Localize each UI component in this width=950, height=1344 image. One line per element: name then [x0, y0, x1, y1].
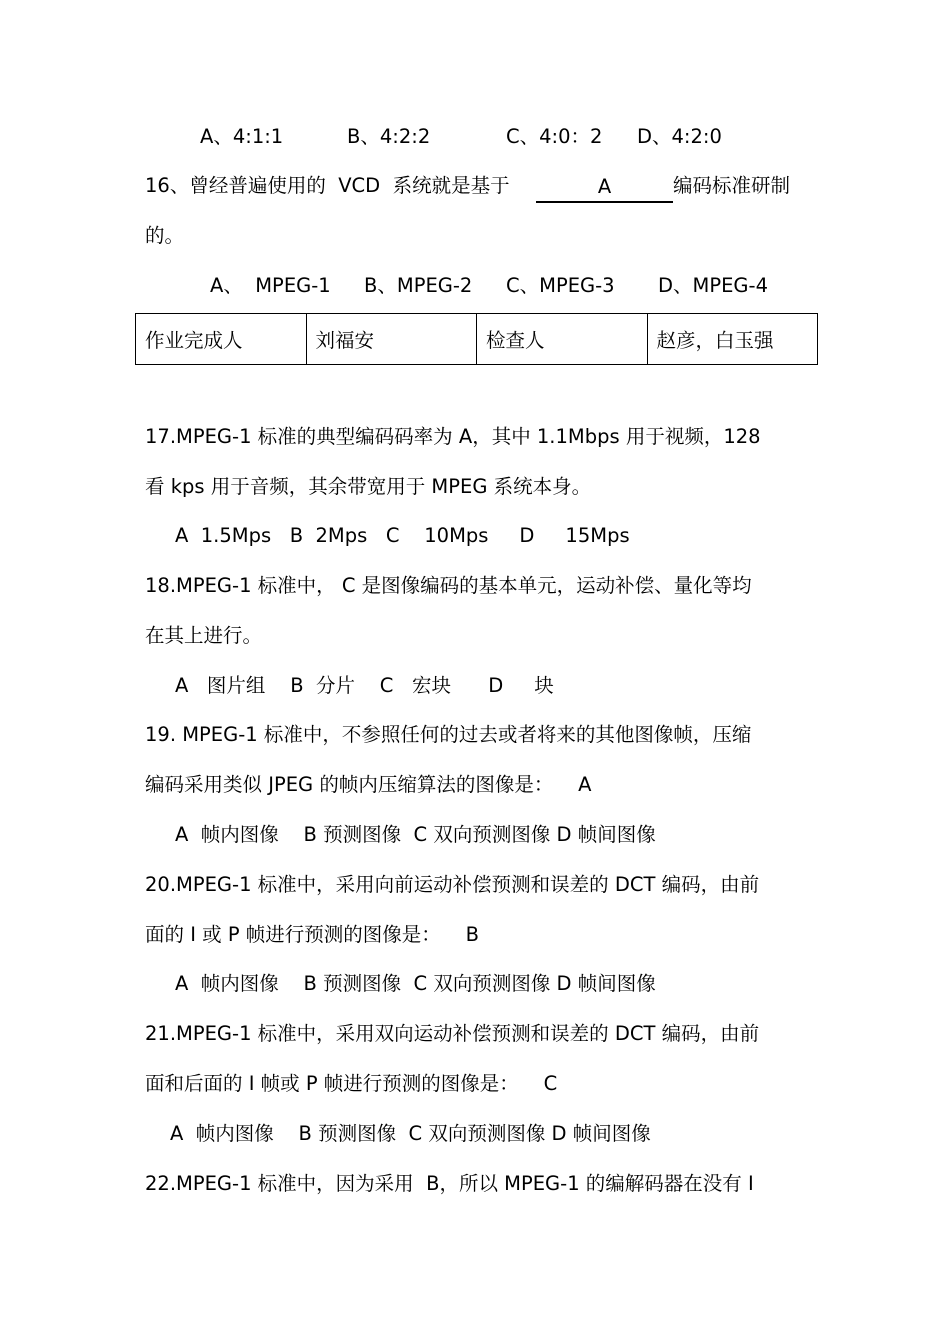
q16-option-d: D、MPEG-4 [658, 274, 768, 297]
q21-text-line1: 21.MPEG-1 标准中，采用双向运动补偿预测和误差的 DCT 编码，由前 [145, 1022, 760, 1045]
signature-table [135, 313, 818, 365]
q19-options: A 帧内图像 B 预测图像 C 双向预测图像 D 帧间图像 [175, 823, 656, 846]
q18-text-line1: 18.MPEG-1 标准中， C 是图像编码的基本单元，运动补偿、量化等均 [145, 574, 752, 597]
q19-text-line1: 19. MPEG-1 标准中，不参照任何的过去或者将来的其他图像帧，压缩 [145, 723, 752, 746]
q21-options: A 帧内图像 B 预测图像 C 双向预测图像 D 帧间图像 [170, 1122, 651, 1145]
q18-text-line2: 在其上进行。 [145, 624, 263, 647]
q15-option-b: B、4:2:2 [347, 125, 431, 148]
q16-option-c: C、MPEG-3 [506, 274, 615, 297]
completed-by-name: 刘福安 [306, 314, 477, 365]
q15-option-c: C、4:0：2 [506, 125, 603, 148]
q21-text-line2: 面和后面的 I 帧或 P 帧进行预测的图像是： C [145, 1072, 558, 1095]
q22-text-line1: 22.MPEG-1 标准中，因为采用 B，所以 MPEG-1 的编解码器在没有 I [145, 1172, 754, 1195]
checker-label: 检查人 [477, 314, 648, 365]
q16-text: 16、曾经普遍使用的 VCD 系统就是基于 [145, 174, 510, 197]
q16-option-b: B、MPEG-2 [364, 274, 473, 297]
q17-text-line1: 17.MPEG-1 标准的典型编码码率为 A，其中 1.1Mbps 用于视频，128 [145, 425, 761, 448]
q16-option-a: A、 MPEG-1 [210, 274, 331, 297]
completed-by-label: 作业完成人 [136, 314, 307, 365]
q16-text-line2: 的。 [145, 224, 185, 247]
q17-text-line2: 看 kps 用于音频，其余带宽用于 MPEG 系统本身。 [145, 475, 592, 498]
checker-names: 赵彦，白玉强 [647, 314, 818, 365]
q20-text-line1: 20.MPEG-1 标准中，采用向前运动补偿预测和误差的 DCT 编码，由前 [145, 873, 760, 896]
q15-option-d: D、4:2:0 [637, 125, 722, 148]
q17-options: A 1.5Mps B 2Mps C 10Mps D 15Mps [175, 524, 630, 547]
q18-options: A 图片组 B 分片 C 宏块 D 块 [175, 674, 554, 697]
q16-text-after: 编码标准研制 [673, 174, 791, 197]
q16-answer-blank: A [536, 176, 673, 203]
q15-option-a: A、4:1:1 [200, 125, 284, 148]
q20-options: A 帧内图像 B 预测图像 C 双向预测图像 D 帧间图像 [175, 972, 656, 995]
q20-text-line2: 面的 I 或 P 帧进行预测的图像是： B [145, 923, 479, 946]
table-row [136, 314, 818, 365]
q19-text-line2: 编码采用类似 JPEG 的帧内压缩算法的图像是： A [145, 773, 592, 796]
